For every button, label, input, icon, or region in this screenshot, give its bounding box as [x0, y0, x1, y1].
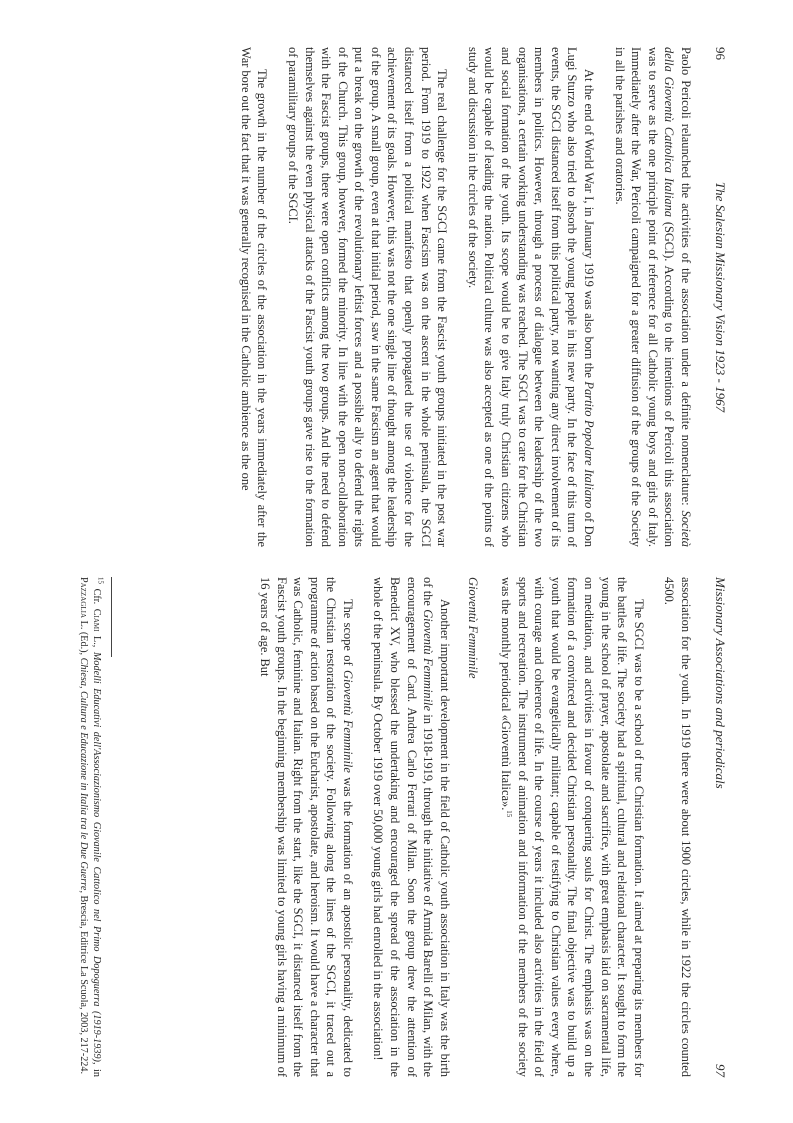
running-title: Missionary Associations and periodicals	[712, 576, 728, 789]
section-heading: Gioventù Femminile	[465, 576, 480, 679]
footnote-rule	[111, 577, 112, 657]
footnotes	[76, 577, 112, 1077]
page-body	[52, 577, 694, 1077]
paragraph: The SGCI was to be a school of true Christian formation. It aimed at preparing its members for the battles of life. The society had a spiritual, cultural and relational character. It sought to form the young in the school of prayer, apostolate and sacrifice, with great emphasis laid on sacramental life, on meditation, and activities in favour of conquering souls for Christ. The emphasis was on the formation of a convinced and decided Christian personality. The final objective was to build up a youth that would be evangelically militant; capable of testifying to Christian values every where, with courage and coherence of life. In the course of years it included also activities in the field of sports and recreation. The instrument of animation and information of the members of the society was the monthly periodical «Gioventù Italica».$^{15}$	[498, 576, 646, 1077]
paragraph: Another important development in the field of Catholic youth association in Italy was the birth of the Gioventù Femminile in 1918-1919, through the initiative of Armida Barelli of Milan, with the encouragement of Card. Andrea Carlo Ferrari of Milan. Soon the group drew the attention of Benedict XV, who blessed the undertaking and encouraged the spread of the association in the whole of the peninsula. By October 1919 over 50,000 young girls had enrolled in the association!	[371, 576, 452, 1077]
page-number: 96	[712, 46, 728, 60]
paragraph: association for the youth. In 1919 there were about 1900 circles, while in 1922 the circles counted 4500.	[661, 576, 693, 1077]
running-head	[710, 577, 728, 1077]
page-number: 97	[712, 1063, 728, 1077]
paragraph: Paolo Pericoli relaunched the activities of the association under a definite nomenclature: Società della Gioventù Cattolica Italiana (SGCI). According to the intentions of Pericoli this association was to serve as the one principle point of reference for all Catholic young boys and girls of Italy. Immediately after the War, Pericoli campaigned for a greater diffusion of the groups of the Society in all the parishes and oratories.	[612, 46, 693, 547]
left-page	[52, 47, 742, 547]
paragraph: The real challenge for the SGCI came from the Fascist youth groups initiated in the post war period. From 1919 to 1922 when Fascism was on the ascent in the whole peninsula, the SGCI distanced itself from a political manifesto that openly propagated the use of violence for the achievement of its goals. However, this was not the one single line of thought among the leadership of the group. A small group, even at that initial period, saw in the same Fascism an agent that would put a break on the growth of the revolutionary leftist forces and a possible ally to defend the rights of the Church. This group, however, formed the minority. In line with the open non-collaboration with the Fascist groups, there were open conflicts among the two groups. And the need to defend themselves against the even physical attacks of the Fascist youth groups gave rise to the formation of paramilitary groups of the SGCI.	[285, 46, 449, 547]
footnote-ref[interactable]: 15	[504, 809, 513, 817]
running-head	[710, 47, 728, 547]
paragraph: The scope of Gioventù Femminile was the formation of an apostolic personality, dedicated to the Christian restoration of the society. Following along the lines of the SGCI, it traced out a programme of action based on the Eucharist, apostolate, and heroism. It would have a character that was Catholic, feminine and Italian. Right from the start, like the SGCI, it distanced itself from the Fascist youth groups. In the beginning membership was limited to young girls having a minimum of 16 years of age. But	[257, 576, 355, 1077]
paragraph: The growth in the number of the circles of the association in the years immediately after the War bore out the fact that it was generally recognised in the Catholic ambience as the one	[238, 46, 269, 547]
footnote: $^{15}$ Cfr. Ciami L., Modelli Educativi dell'Associazionismo Giovanile Cattolico nel Primo Dopoguerra (1919-1939), in Pazzaglia L. (Ed.), Chiesa, Cultura e Educazione in Italia tra le Due Guerre, Brescia, Editrice La Scuola, 2003, 217-224.	[77, 576, 105, 1077]
page-body	[52, 47, 694, 547]
book-spread	[52, 32, 742, 1092]
right-page	[52, 577, 742, 1077]
paragraph: At the end of World War I, in January 1919 was also born the Partito Popolare Italiano of Don Lugi Sturzo who also tried to absorb the young people in his new party. In the face of this turn of events, the SGCI distanced itself from this political party, not wanting any direct involvement of its members in politics. However, through a process of dialogue between the leadership of the two organisations, a certain working understanding was reached. The SGCI was to care for the Christian and social formation of the youth. Its scope would be to give Italy truly Christian citizens who would be capable of leading the nation. Political culture was also accepted as one of the points of study and discussion in the circles of the society.	[465, 46, 596, 547]
running-title: The Salesian Missionary Vision 1923 - 1967	[712, 181, 728, 412]
